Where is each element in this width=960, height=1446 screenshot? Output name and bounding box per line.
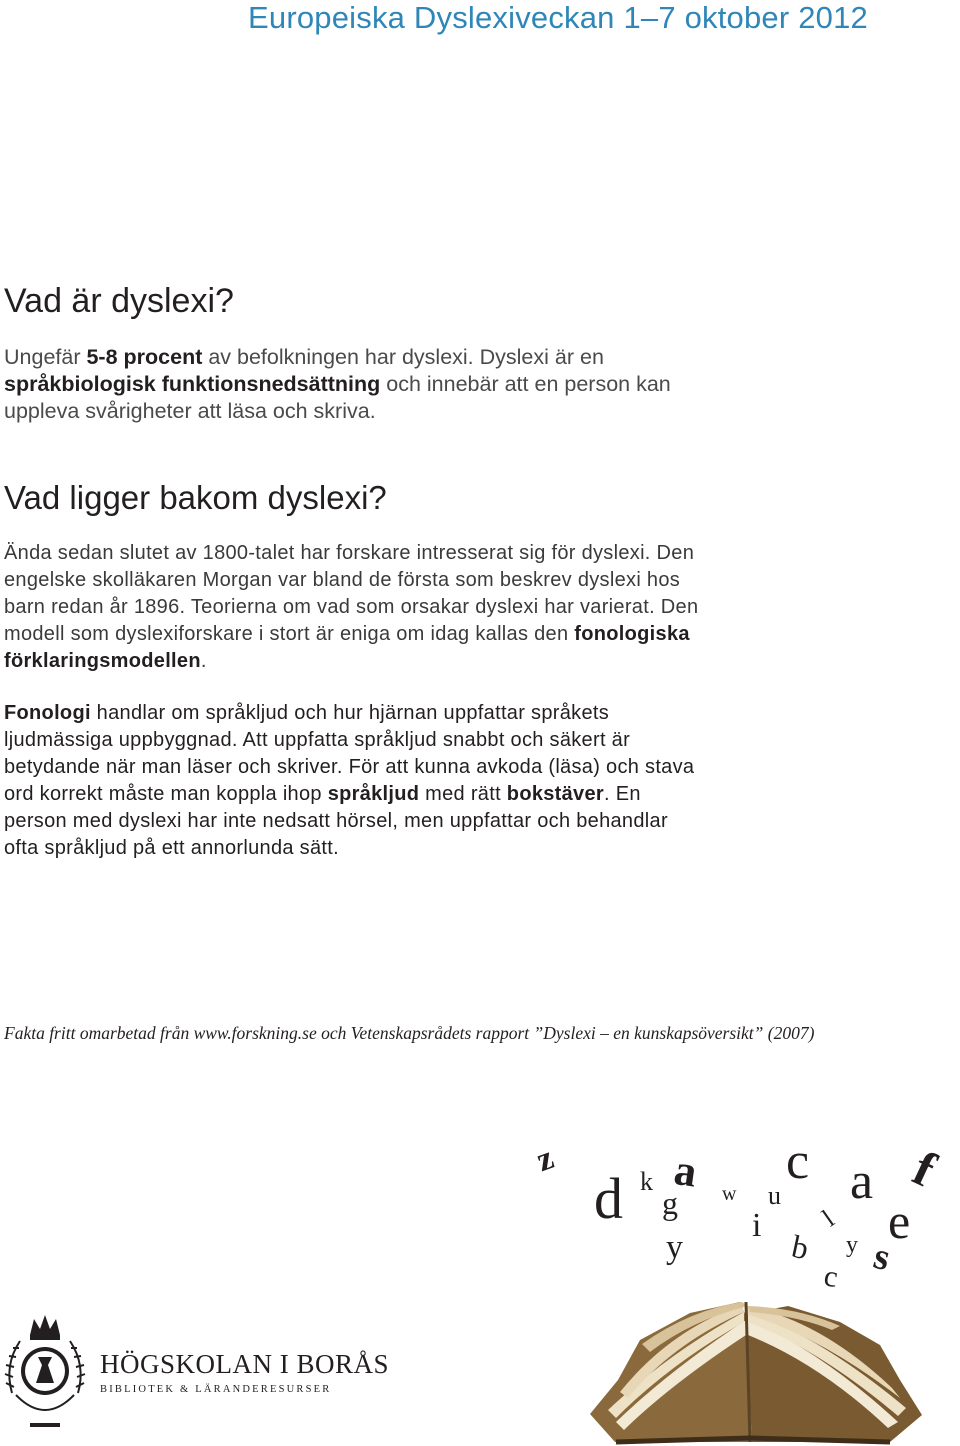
letter-c-large: c <box>786 1133 810 1190</box>
intro-bold-term: språkbiologisk funktionsnedsättning <box>4 372 381 396</box>
open-book-letters-illustration <box>520 1130 960 1446</box>
open-book-icon <box>590 1302 922 1442</box>
letter-i: i <box>752 1207 762 1244</box>
phonology-text-2: med rätt <box>419 783 507 805</box>
letter-a-small: a <box>671 1145 700 1197</box>
letter-z: z <box>531 1139 559 1180</box>
crest-emblem-icon <box>0 1305 90 1446</box>
letter-a-large: a <box>850 1153 874 1210</box>
letter-l: l <box>816 1204 840 1233</box>
letter-k: k <box>640 1167 653 1196</box>
phonology-text-1: handlar om språkljud och hur hjärnan uppfattar språkets ljudmässiga uppbyggnad. Att uppfatta språkljud snabbt och säkert är betydande när man läser och skriver. För att kunna avkoda (läsa) och stava ord korrekt måste man koppla ihop <box>4 702 695 805</box>
letter-f: f <box>905 1139 944 1198</box>
history-end: . <box>200 650 207 672</box>
letter-d: d <box>594 1166 623 1231</box>
phonology-bold-sounds: språkljud <box>327 783 420 805</box>
letter-y-faded: y <box>666 1229 683 1266</box>
letter-e: e <box>888 1193 911 1249</box>
university-name: HÖGSKOLAN I BORÅS <box>100 1349 390 1379</box>
history-bold-model: fonologiska förklaringsmodellen <box>4 623 690 672</box>
phonology-text-3: . En person med dyslexi har inte nedsatt hörsel, men uppfattar och behandlar ofta språkljud på ett annorlunda sätt. <box>4 783 668 859</box>
intro-text-1: Ungefär <box>4 345 87 369</box>
phonology-paragraph <box>4 700 704 862</box>
page-header-title: Europeiska Dyslexiveckan 1–7 oktober 2012 <box>248 0 868 35</box>
heading-what-causes-dyslexia: Vad ligger bakom dyslexi? <box>4 479 387 516</box>
university-subtitle: BIBLIOTEK & LÄRANDERESURSER <box>100 1384 332 1395</box>
intro-paragraph <box>4 344 704 425</box>
intro-text-2: av befolkningen har dyslexi. Dyslexi är en <box>202 345 604 369</box>
letter-y-small: y <box>846 1232 858 1258</box>
phonology-bold-term: Fonologi <box>4 702 91 724</box>
source-citation: Fakta fritt omarbetad från www.forskning.se och Vetenskapsrådets rapport ”Dyslexi – en kunskapsöversikt” (2007) <box>4 1023 815 1043</box>
history-text: Ända sedan slutet av 1800-talet har forskare intresserat sig för dyslexi. Den engelske skolläkaren Morgan var bland de första som beskrev dyslexi hos barn redan år 1896. Teorierna om vad som orsakar dyslexi har varierat. Den modell som dyslexiforskare i stort är eniga om idag kallas den <box>4 542 699 645</box>
letter-u: u <box>768 1181 781 1210</box>
letter-w: w <box>722 1183 737 1205</box>
university-logo <box>0 1305 420 1446</box>
phonology-bold-letters: bokstäver <box>506 783 604 805</box>
history-paragraph <box>4 540 704 675</box>
letter-c-small: c <box>821 1259 841 1295</box>
intro-text-3: och innebär att en person kan uppleva svårigheter att läsa och skriva. <box>4 372 671 423</box>
letter-g: g <box>662 1185 678 1221</box>
letter-b: b <box>788 1227 812 1267</box>
letter-s: s <box>869 1234 895 1280</box>
heading-what-is-dyslexia: Vad är dyslexi? <box>4 282 234 320</box>
intro-bold-percent: 5-8 procent <box>86 345 203 369</box>
